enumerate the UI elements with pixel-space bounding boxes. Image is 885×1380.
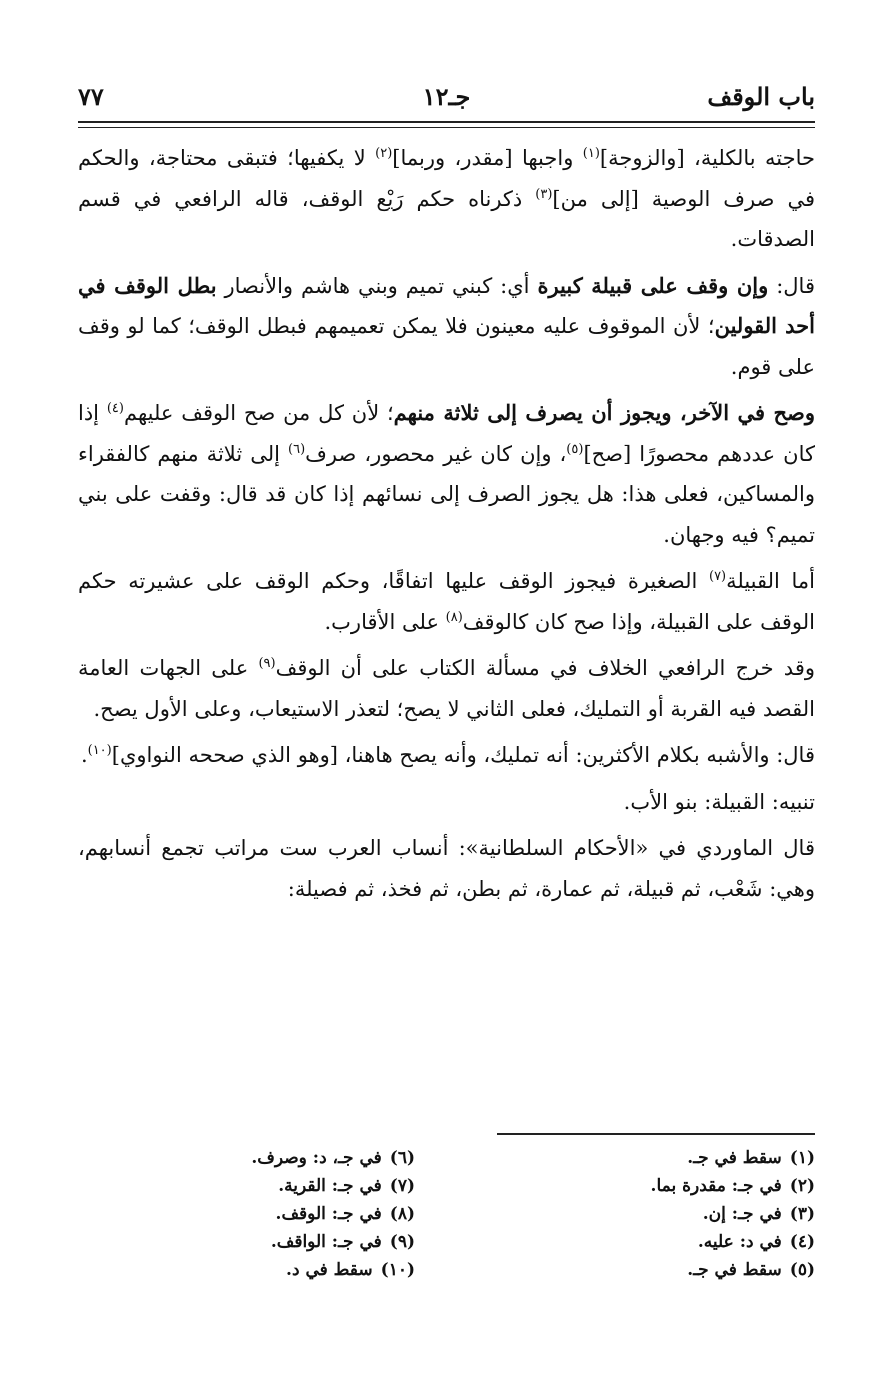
footnote-text: سقط في د. (286, 1260, 373, 1280)
header-rule-thin (78, 127, 815, 128)
text-run: تنبيه: القبيلة: بنو الأب. (623, 789, 815, 814)
text-run: أما القبيلة (726, 569, 815, 593)
matn-text: وإن وقف على قبيلة كبيرة (537, 272, 769, 298)
footnote-text: في د: عليه. (697, 1232, 782, 1252)
text-run: على الجهات العامة القصد فيه القربة أو التمليك، فعلى الثاني لا يصح؛ لتعذر الاستيعاب، وعلى الأول يصح. (78, 656, 815, 721)
section-title: باب الوقف (707, 82, 815, 111)
footnote-ref[interactable]: (٩) (258, 656, 276, 671)
text-run: الصغيرة فيجوز الوقف عليها اتفاقًا، وحكم الوقف على عشيرته حكم الوقف على القبيلة، وإذا صح كان كالوقف (78, 569, 815, 634)
footnote-number: (٧) (389, 1176, 415, 1196)
footnote-ref[interactable]: (٥) (566, 441, 584, 457)
paragraph-4 (78, 561, 815, 642)
footnote-column-left (85, 1144, 415, 1284)
paragraph-2 (78, 266, 815, 388)
footnote-number: (٣) (789, 1204, 815, 1224)
text-run: ؛ لأن كل من صح الوقف عليهم (123, 401, 394, 425)
text-run: إذا كان عددهم محصورًا [صح] (78, 401, 815, 466)
footnote-text: في جـ: الواقف. (270, 1232, 382, 1252)
header-rule-thick (78, 121, 815, 123)
footnote-item (485, 1256, 815, 1284)
footnote-ref[interactable]: (١) (582, 146, 600, 161)
matn-text: وصح في الآخر، ويجوز أن يصرف إلى ثلاثة منهم (393, 400, 816, 425)
footnote-number: (١٠) (380, 1260, 415, 1280)
footnote-ref[interactable]: (٨) (445, 609, 463, 625)
footnote-item (485, 1172, 815, 1200)
running-header (78, 82, 815, 116)
footnote-ref[interactable]: (٢) (375, 146, 393, 161)
paragraph-8 (78, 828, 815, 909)
footnote-number: (٩) (389, 1232, 415, 1252)
footnote-item (85, 1228, 415, 1256)
text-run: . (80, 743, 88, 767)
footnote-text: سقط في جـ. (687, 1148, 782, 1168)
footnote-ref[interactable]: (٧) (708, 569, 727, 584)
footnote-text: في جـ: الوقف. (275, 1204, 382, 1224)
footnote-text: في جـ، د: وصرف. (251, 1148, 382, 1168)
text-run: قال: والأشبه بكلام الأكثرين: أنه تمليك، وأنه يصح هاهنا، [وهو الذي صححه النواوي] (111, 743, 815, 767)
text-run: قال: (768, 273, 815, 298)
text-run: إلى ثلاثة منهم كالفقراء والمساكين، فعلى هذا: هل يجوز الصرف إلى نسائهم إذا كان قد قال: وقفت على بني تميم؟ فيه وجهان. (78, 441, 815, 547)
footnote-ref[interactable]: (٦) (288, 441, 306, 457)
text-run: قال الماوردي في «الأحكام السلطانية»: أنساب العرب ست مراتب تجمع أنسابهم، وهي: شَعْب، ثم قبيلة، ثم عمارة، ثم بطن، ثم فخذ، ثم فصيلة: (78, 836, 815, 901)
footnote-number: (٢) (789, 1176, 815, 1196)
volume-label: جـ١٢ (422, 82, 471, 111)
footnote-number: (٦) (389, 1148, 415, 1168)
footnote-number: (١) (789, 1148, 815, 1168)
text-run: ؛ لأن الموقوف عليه معينون فلا يمكن تعميمهم فبطل الوقف؛ كما لو وقف على قوم. (78, 314, 815, 379)
footnote-item (485, 1144, 815, 1172)
footnote-ref[interactable]: (٤) (106, 401, 124, 416)
footnote-text: في جـ: إن. (702, 1204, 782, 1224)
text-run: واجبها [مقدر، وربما] (392, 146, 583, 170)
footnote-item (485, 1228, 815, 1256)
text-run: حاجته بالكلية، [والزوجة] (599, 146, 815, 170)
footnote-text: سقط في جـ. (687, 1260, 782, 1280)
footnote-item (85, 1200, 415, 1228)
paragraph-7 (78, 782, 815, 823)
paragraph-1 (78, 138, 815, 260)
text-run: ذكرناه حكم رَيْع الوقف، قاله الرافعي في قسم الصدقات. (78, 186, 815, 251)
main-text (78, 138, 815, 915)
footnote-number: (٨) (389, 1204, 415, 1224)
footnote-separator (497, 1133, 815, 1135)
text-run: لا يكفيها؛ فتبقى محتاجة، والحكم في صرف الوصية [إلى من] (78, 146, 816, 211)
matn-text: بطل الوقف في أحد القولين (78, 272, 816, 338)
footnote-item (85, 1144, 415, 1172)
footnote-number: (٤) (789, 1232, 815, 1252)
footnote-item (85, 1172, 415, 1200)
paragraph-5 (78, 648, 815, 729)
paragraph-6 (78, 735, 815, 776)
paragraph-3 (78, 393, 815, 555)
page-number: ٧٧ (78, 82, 104, 111)
footnote-text: في جـ: القرية. (278, 1176, 382, 1196)
text-run: أي: كبني تميم وبني هاشم والأنصار (216, 273, 538, 298)
footnote-item (85, 1256, 415, 1284)
footnote-number: (٥) (789, 1260, 815, 1280)
footnote-ref[interactable]: (١٠) (87, 743, 112, 758)
footnote-item (485, 1200, 815, 1228)
text-run: ، وإن كان غير محصور، صرف (305, 441, 567, 466)
text-run: على الأقارب. (324, 609, 446, 634)
page (78, 0, 815, 1380)
text-run: وقد خرج الرافعي الخلاف في مسألة الكتاب على أن الوقف (275, 656, 815, 680)
footnote-text: في جـ: مقدرة بما. (650, 1176, 782, 1196)
footnote-ref[interactable]: (٣) (535, 186, 553, 202)
footnote-column-right (485, 1144, 815, 1284)
